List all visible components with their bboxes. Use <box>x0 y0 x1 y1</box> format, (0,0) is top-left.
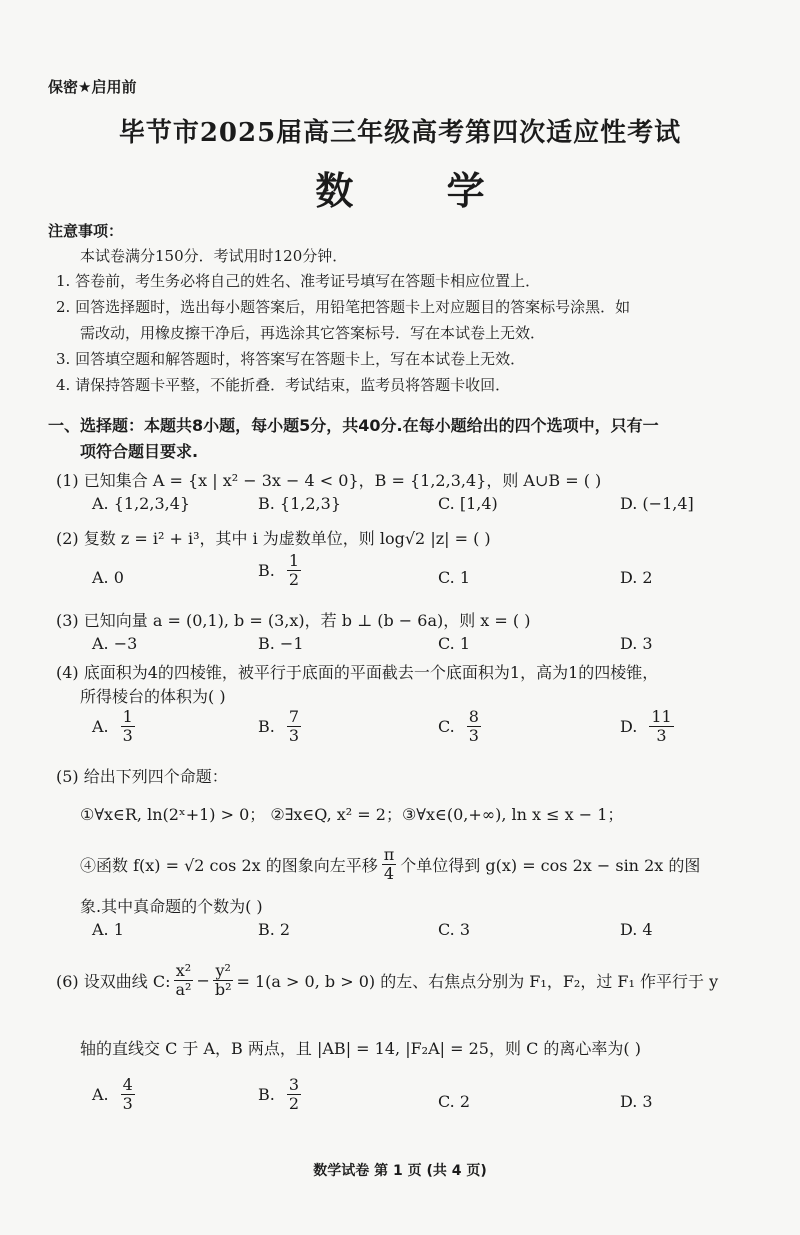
fraction <box>649 708 673 744</box>
option-label: B. <box>258 1084 275 1104</box>
note-line: 1. 答卷前，考生务必将自己的姓名、准考证号填写在答题卡相应位置上． <box>56 272 541 290</box>
numerator: 1 <box>288 551 300 570</box>
exam-title: 毕节市2025届高三年级高考第四次适应性考试 <box>118 118 682 148</box>
fraction <box>467 708 481 744</box>
fraction <box>287 708 301 744</box>
question-1-option-b: B. {1,2,3} <box>258 494 341 513</box>
question-6-option-a <box>92 1076 135 1112</box>
question-3-stem: (3) 已知向量 a = (0,1), b = (3,x)，若 b ⊥ (b − 6a)，则 x = ( ) <box>56 611 531 630</box>
question-4-option-d <box>620 708 674 744</box>
section-heading-cont: 项符合题目要求. <box>80 442 199 461</box>
question-2-option-a: A. 0 <box>92 568 124 587</box>
denominator: b² <box>214 979 232 999</box>
denominator: 2 <box>288 1093 300 1113</box>
question-5-stem: (5) 给出下列四个命题： <box>56 767 228 786</box>
numerator: 8 <box>468 707 479 726</box>
question-1-stem: (1) 已知集合 A = {x | x² − 3x − 4 < 0}，B = {1,2,3,4}，则 A∪B = ( ) <box>56 471 602 490</box>
denominator: a² <box>175 979 192 999</box>
option-label: D. <box>620 716 638 736</box>
question-3-option-b: B. −1 <box>258 634 304 653</box>
denominator: 3 <box>288 725 300 745</box>
question-4-stem: (4) 底面积为4的四棱锥，被平行于底面的平面截去一个底面积为1，高为1的四棱锥， <box>56 663 659 682</box>
numerator: π <box>383 845 395 864</box>
note-line: 2. 回答选择题时，选出每小题答案后，用铅笔把答题卡上对应题目的答案标号涂黑．如 <box>56 298 631 316</box>
denominator: 2 <box>288 569 300 589</box>
numerator: 1 <box>122 707 133 726</box>
numerator: 7 <box>288 707 300 726</box>
question-1-option-a: A. {1,2,3,4} <box>92 494 191 513</box>
denominator: 3 <box>122 725 133 745</box>
question-2-stem: (2) 复数 z = i² + i³，其中 i 为虚数单位，则 log√2 |z| = ( ) <box>56 529 491 548</box>
numerator: 4 <box>122 1075 133 1094</box>
question-2-option-b <box>258 552 301 588</box>
question-6-post: = 1(a > 0, b > 0) 的左、右焦点分别为 F₁，F₂，过 F₁ 作平行于 y <box>236 971 719 991</box>
numerator: 11 <box>651 707 672 726</box>
proposition-4-text-cont: 个单位得到 g(x) = cos 2x − sin 2x 的图 <box>400 855 701 875</box>
denominator: 3 <box>122 1093 133 1113</box>
minus-sign: − <box>196 970 210 990</box>
fraction <box>287 552 301 588</box>
question-3-option-a: A. −3 <box>92 634 138 653</box>
fraction <box>382 846 397 882</box>
fraction <box>121 708 135 744</box>
question-2-option-d: D. 2 <box>620 568 653 587</box>
denominator: 4 <box>383 863 395 883</box>
notes-heading: 注意事项： <box>48 222 124 240</box>
subject-title: 数 学 <box>315 168 525 213</box>
note-line: 本试卷满分150分．考试用时120分钟． <box>80 247 348 265</box>
option-label: C. <box>438 716 455 736</box>
question-3-option-c: C. 1 <box>438 634 471 653</box>
question-6-option-b <box>258 1076 301 1112</box>
option-label: A. <box>92 1084 109 1104</box>
option-label: A. <box>92 716 109 736</box>
question-4-option-c <box>438 708 481 744</box>
section-heading: 一、选择题：本题共8小题，每小题5分，共40分.在每小题给出的四个选项中，只有一 <box>48 416 659 435</box>
proposition-4-text: ④函数 f(x) = √2 cos 2x 的图象向左平移 <box>80 855 378 875</box>
fraction <box>121 1076 135 1112</box>
question-6-pre: (6) 设双曲线 C: <box>56 971 171 991</box>
confidential-label: 保密★启用前 <box>48 78 137 96</box>
question-4-option-b <box>258 708 301 744</box>
fraction <box>173 962 193 998</box>
numerator: x² <box>175 961 192 980</box>
fraction <box>287 1076 301 1112</box>
question-5-option-b: B. 2 <box>258 920 291 939</box>
question-6-option-c: C. 2 <box>438 1092 471 1111</box>
question-5-option-a: A. 1 <box>92 920 124 939</box>
question-6-stem <box>56 962 718 998</box>
page-footer: 数学试卷 第 1 页 (共 4 页) <box>313 1163 487 1179</box>
question-6-option-d: D. 3 <box>620 1092 653 1111</box>
question-5-propositions: ①∀x∈R, ln(2ˣ+1) > 0； ②∃x∈Q, x² = 2；③∀x∈(0,+∞), ln x ≤ x − 1； <box>80 805 624 824</box>
note-line: 3. 回答填空题和解答题时，将答案写在答题卡上，写在本试卷上无效． <box>56 350 526 368</box>
question-1-option-c: C. [1,4) <box>438 494 498 513</box>
option-label: B. <box>258 560 275 580</box>
question-4-stem-cont: 所得棱台的体积为( ) <box>80 687 226 706</box>
option-label: B. <box>258 716 275 736</box>
denominator: 3 <box>656 725 667 745</box>
question-1-option-d: D. (−1,4] <box>620 494 694 513</box>
question-5-option-c: C. 3 <box>438 920 471 939</box>
note-line: 4. 请保持答题卡平整，不能折叠．考试结束，监考员将答题卡收回． <box>56 376 511 394</box>
numerator: 3 <box>288 1075 300 1094</box>
question-6-stem-cont: 轴的直线交 C 于 A，B 两点，且 |AB| = 14, |F₂A| = 25，则 C 的离心率为( ) <box>80 1039 641 1058</box>
denominator: 3 <box>468 725 479 745</box>
note-line: 需改动，用橡皮擦干净后，再选涂其它答案标号．写在本试卷上无效． <box>80 324 546 342</box>
question-2-option-c: C. 1 <box>438 568 471 587</box>
question-3-option-d: D. 3 <box>620 634 653 653</box>
question-5-option-d: D. 4 <box>620 920 653 939</box>
question-4-option-a <box>92 708 135 744</box>
question-5-proposition-4 <box>80 846 700 882</box>
question-5-stem-end: 象.其中真命题的个数为( ) <box>80 897 263 916</box>
numerator: y² <box>215 961 231 980</box>
fraction <box>213 962 234 998</box>
